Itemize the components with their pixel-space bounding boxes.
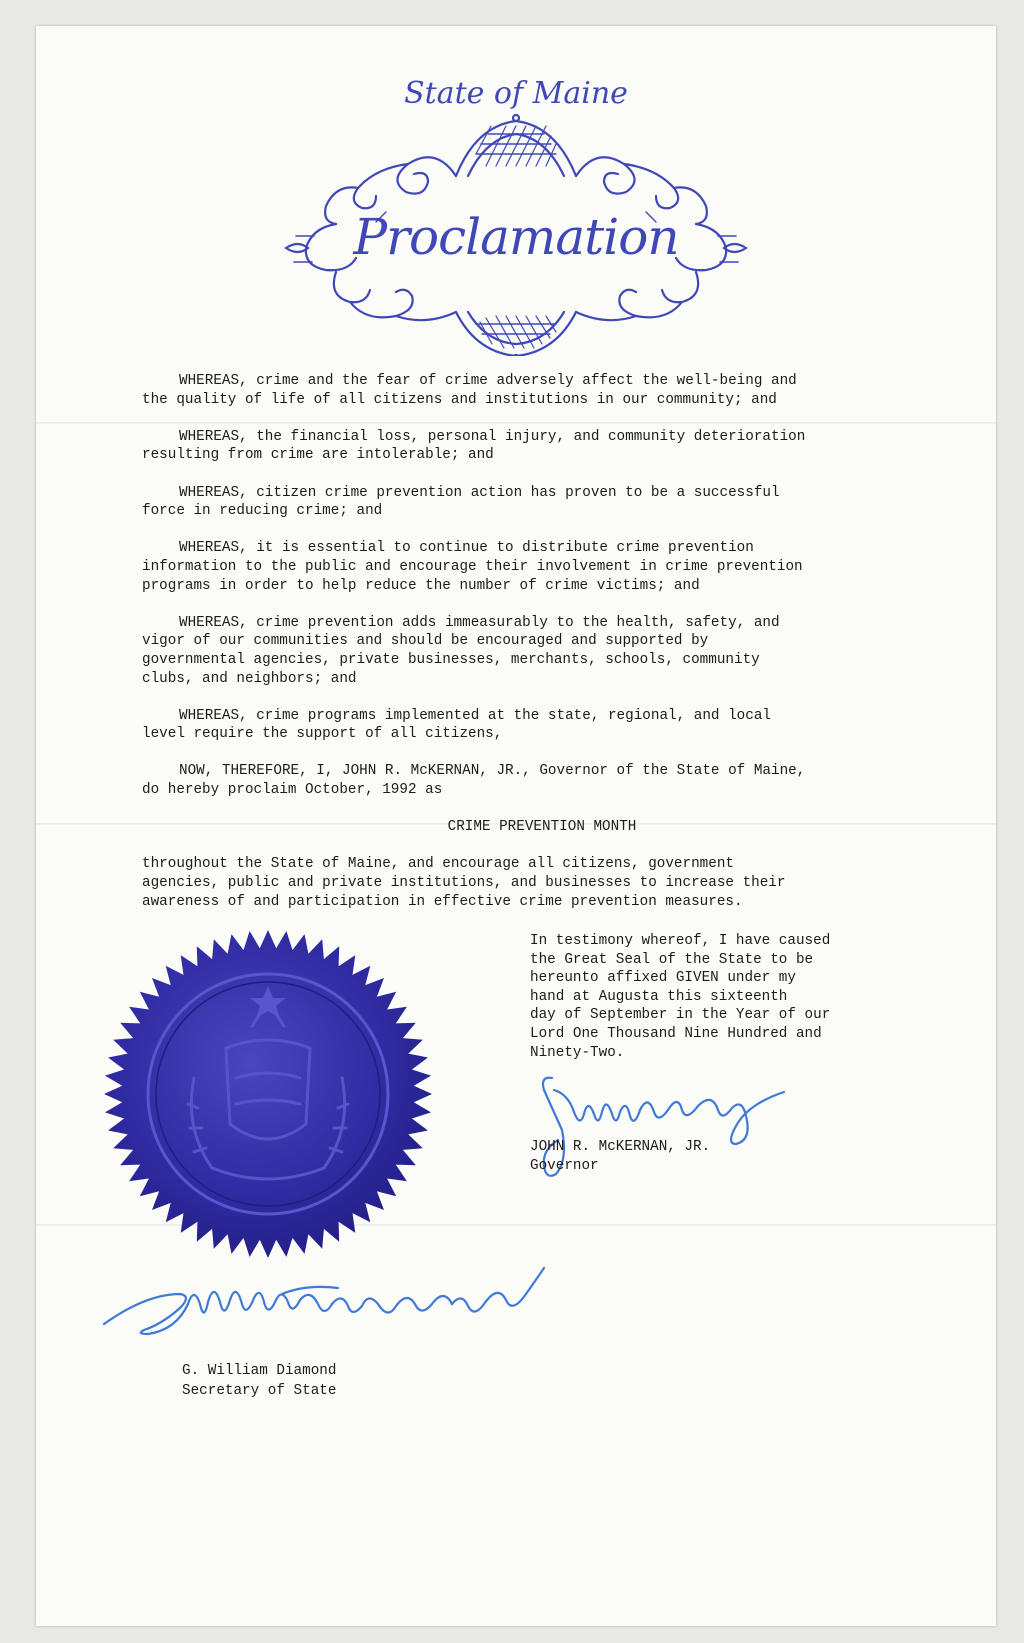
secretary-name: G. William Diamond [182, 1363, 337, 1379]
whereas-paragraph-2: WHEREAS, the financial loss, personal injury, and community deterioration resulting from crime are intolerable; and [142, 428, 806, 464]
state-of-maine-heading: State of Maine [404, 76, 628, 111]
whereas-paragraph-5: WHEREAS, crime prevention adds immeasurably to the health, safety, and vigor of our communities and should be encouraged and supported by governmental agencies, private businesses, merchants, schools, community clubs, and neighbors; and [142, 614, 780, 687]
proclamation-body [142, 372, 942, 930]
great-seal-icon [102, 928, 434, 1260]
governor-name: JOHN R. McKERNAN, JR. [530, 1139, 711, 1155]
proclaimed-month: CRIME PREVENTION MONTH [447, 819, 637, 836]
whereas-paragraph-3: WHEREAS, citizen crime prevention action has proven to be a successful force in reducing crime; and [142, 484, 780, 520]
secretary-signature [96, 1264, 566, 1364]
proclamation-title: Proclamation [353, 208, 679, 266]
therefore-paragraph: NOW, THEREFORE, I, JOHN R. McKERNAN, JR., Governor of the State of Maine, do hereby proclaim October, 1992 as [142, 763, 806, 799]
proclamation-document [36, 26, 996, 1626]
secretary-title: Secretary of State [182, 1383, 337, 1399]
testimony-text: In testimony whereof, I have caused the Great Seal of the State to be hereunto affixed GIVEN under my hand at Augusta this sixteenth day of September in the Year of our Lord One Thousand Nine Hundred and Ninety-Two. [530, 933, 831, 1061]
whereas-paragraph-1: WHEREAS, crime and the fear of crime adversely affect the well-being and the quality of life of all citizens and institutions in our community; and [142, 373, 797, 408]
governor-title: Governor [530, 1158, 599, 1174]
closing-paragraph: throughout the State of Maine, and encourage all citizens, government agencies, public and private institutions, and businesses to increase their awareness of and participation in effective crime prevention measures. [142, 856, 786, 910]
whereas-paragraph-4: WHEREAS, it is essential to continue to distribute crime prevention information to the public and encourage their involvement in crime prevention programs in order to help reduce the number of crime victims; and [142, 540, 803, 594]
whereas-paragraph-6: WHEREAS, crime programs implemented at the state, regional, and local level require the support of all citizens, [142, 707, 771, 743]
